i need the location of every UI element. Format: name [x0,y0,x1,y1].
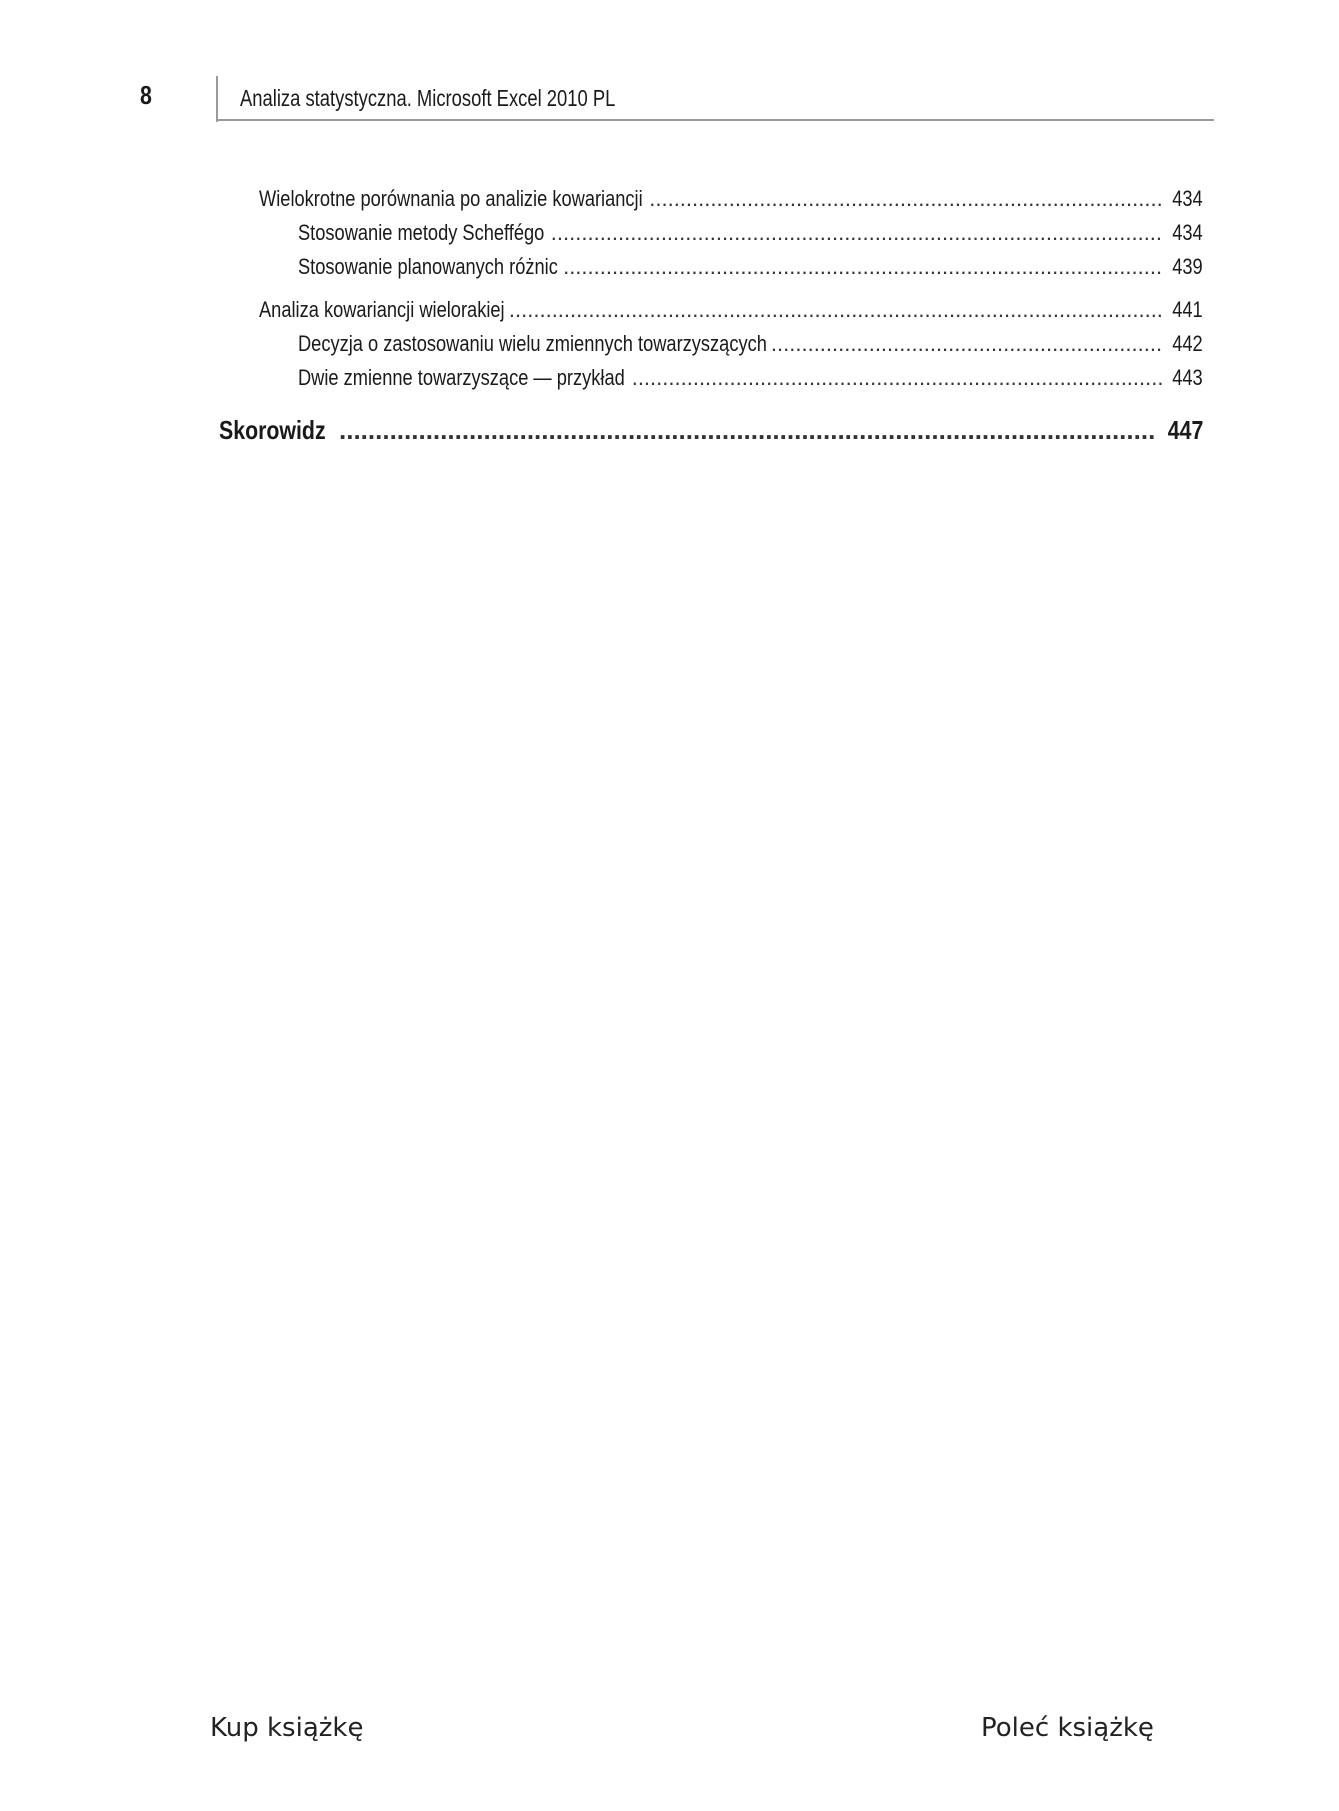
toc-entry-page: 442 [1172,331,1203,356]
toc-entry-label: Decyzja o zastosowaniu wielu zmiennych towarzyszących [298,331,767,356]
toc-entry[interactable] [259,186,1203,212]
toc-leader-dots [551,220,1162,246]
toc-entry-page: 441 [1172,297,1203,322]
toc-entry-label: Stosowanie metody Scheffégo [298,220,545,245]
toc-leader-dots [509,297,1162,323]
toc-entry-page: 434 [1172,186,1203,211]
toc-entry-label: Skorowidz [219,415,326,445]
book-title: Analiza statystyczna. Microsoft Excel 2010 PL [240,85,616,111]
page-number: 8 [140,80,152,110]
toc-entry-label: Wielokrotne porównania po analizie kowariancji [259,186,643,211]
toc-leader-dots [649,186,1162,212]
header-vertical-rule [216,76,218,122]
toc-entry-index[interactable] [219,415,1203,446]
toc-entry[interactable] [298,254,1203,280]
toc-entry-label: Stosowanie planowanych różnic [298,254,558,279]
toc-entry-label: Analiza kowariancji wielorakiej [259,297,505,322]
toc-entry-page: 447 [1167,415,1203,445]
toc-leader-dots [563,254,1162,280]
toc-leader-dots [632,365,1163,391]
toc-entry-page: 439 [1172,254,1203,279]
toc-entry-page: 434 [1172,220,1203,245]
toc-leader-dots [339,415,1156,446]
toc-entry-label: Dwie zmienne towarzyszące — przykład [298,365,625,390]
toc-entry-page: 443 [1172,365,1203,390]
header-horizontal-rule [216,119,1214,121]
toc-entry[interactable] [259,297,1203,323]
toc-entry[interactable] [298,365,1203,391]
toc-entry[interactable] [298,220,1203,246]
toc-entry[interactable] [298,331,1203,357]
recommend-book-link[interactable]: Poleć książkę [981,1713,1154,1743]
buy-book-link[interactable]: Kup książkę [210,1713,364,1743]
toc-leader-dots [771,331,1162,357]
